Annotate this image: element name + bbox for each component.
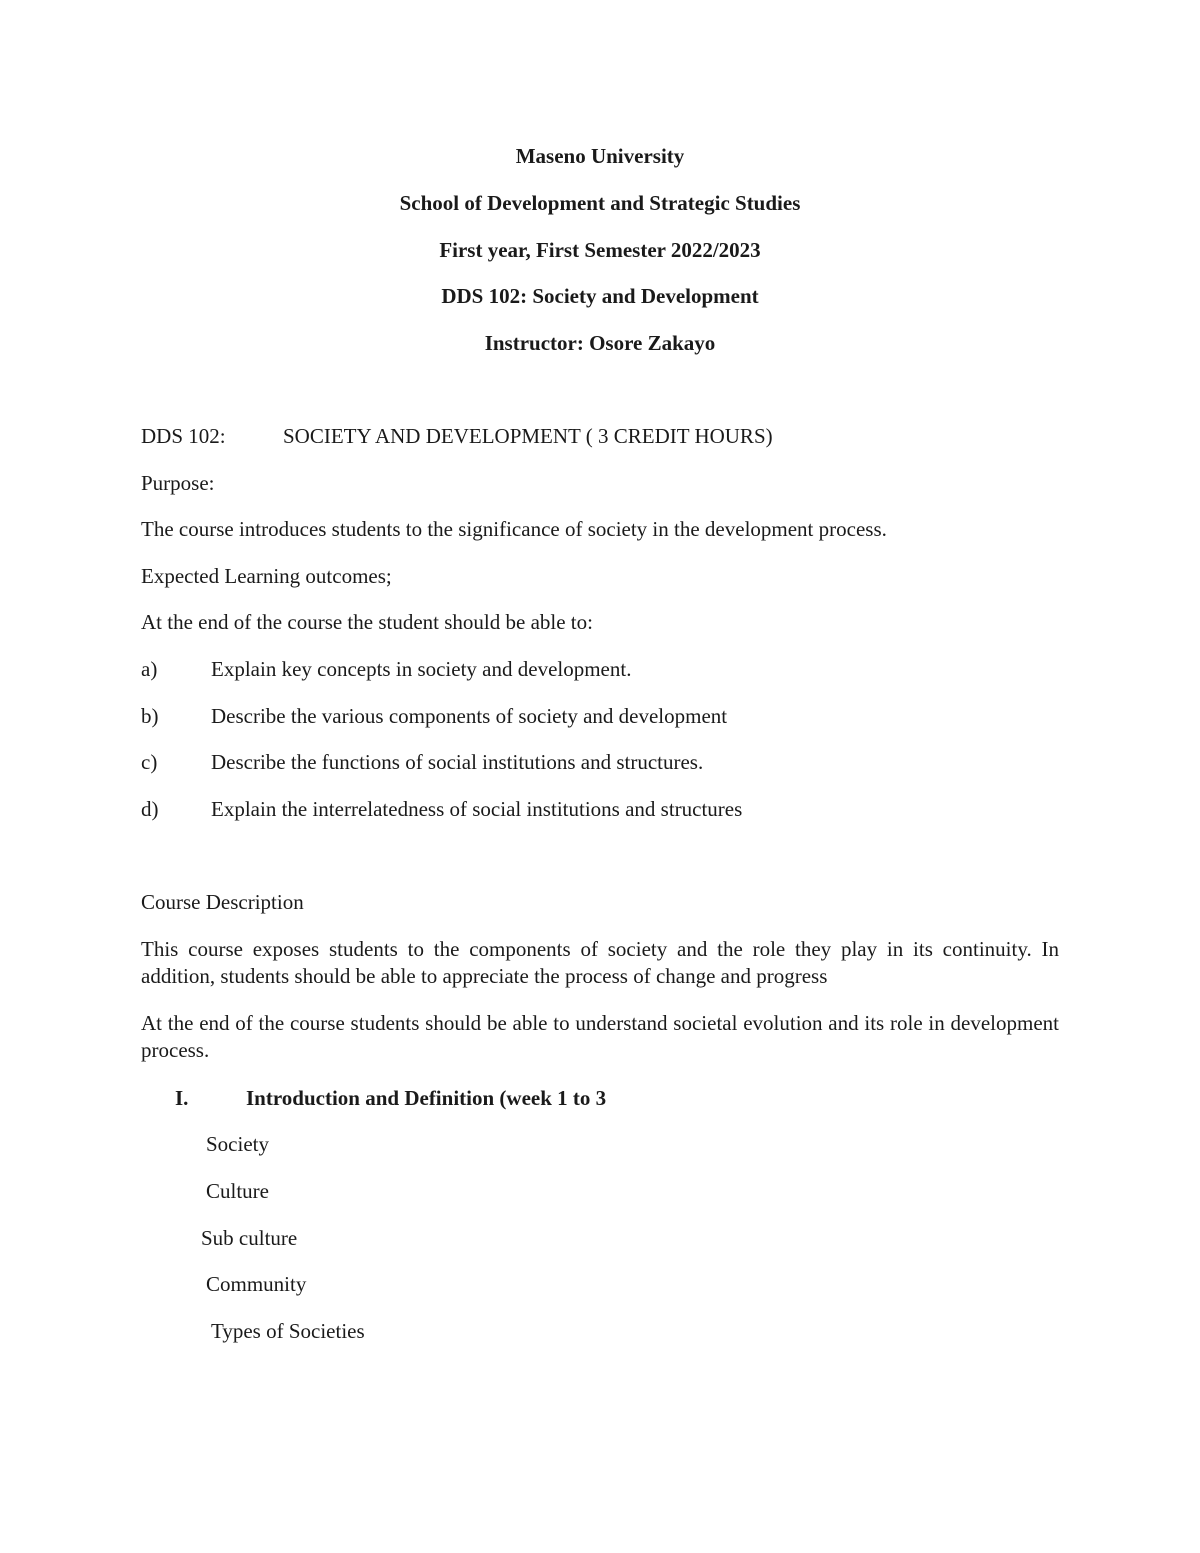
- outcome-text: Explain key concepts in society and development.: [211, 657, 632, 681]
- topic-item: Types of Societies: [211, 1319, 365, 1343]
- university-name: Maseno University: [515, 144, 685, 168]
- description-heading: Course Description: [141, 890, 304, 914]
- topic-item: Sub culture: [201, 1226, 298, 1250]
- outcome-text: Describe the various components of society and development: [211, 704, 728, 728]
- outcome-text: Explain the interrelatedness of social institutions and structures: [211, 797, 743, 821]
- course-code: DDS 102:: [141, 424, 226, 448]
- purpose-heading: Purpose:: [141, 471, 215, 495]
- outcome-marker: a): [141, 657, 158, 681]
- section-numeral: I.: [175, 1086, 189, 1110]
- purpose-text: The course introduces students to the significance of society in the development process.: [141, 517, 887, 541]
- topic-item: Culture: [206, 1179, 269, 1203]
- instructor-line: Instructor: Osore Zakayo: [484, 331, 716, 355]
- outcome-text: Describe the functions of social institutions and structures.: [211, 750, 704, 774]
- school-name: School of Development and Strategic Studies: [399, 191, 801, 215]
- description-paragraph: At the end of the course students should be able to understand societal evolution and its role in development process.: [141, 1011, 1059, 1062]
- course-title-header: DDS 102: Society and Development: [441, 284, 759, 308]
- outcome-marker: d): [141, 797, 159, 821]
- outcomes-intro: At the end of the course the student should be able to:: [141, 610, 593, 634]
- topic-item: Society: [206, 1132, 269, 1156]
- semester-line: First year, First Semester 2022/2023: [439, 238, 761, 262]
- outcome-marker: c): [141, 750, 158, 774]
- topic-item: Community: [206, 1272, 307, 1296]
- outcome-marker: b): [141, 704, 159, 728]
- section-title: Introduction and Definition (week 1 to 3: [246, 1086, 607, 1110]
- description-paragraph: This course exposes students to the components of society and the role they play in its continuity. In addition, students should be able to appreciate the process of change and progress: [141, 937, 1059, 988]
- outcomes-heading: Expected Learning outcomes;: [141, 564, 392, 588]
- course-full-title: SOCIETY AND DEVELOPMENT ( 3 CREDIT HOURS): [283, 424, 773, 448]
